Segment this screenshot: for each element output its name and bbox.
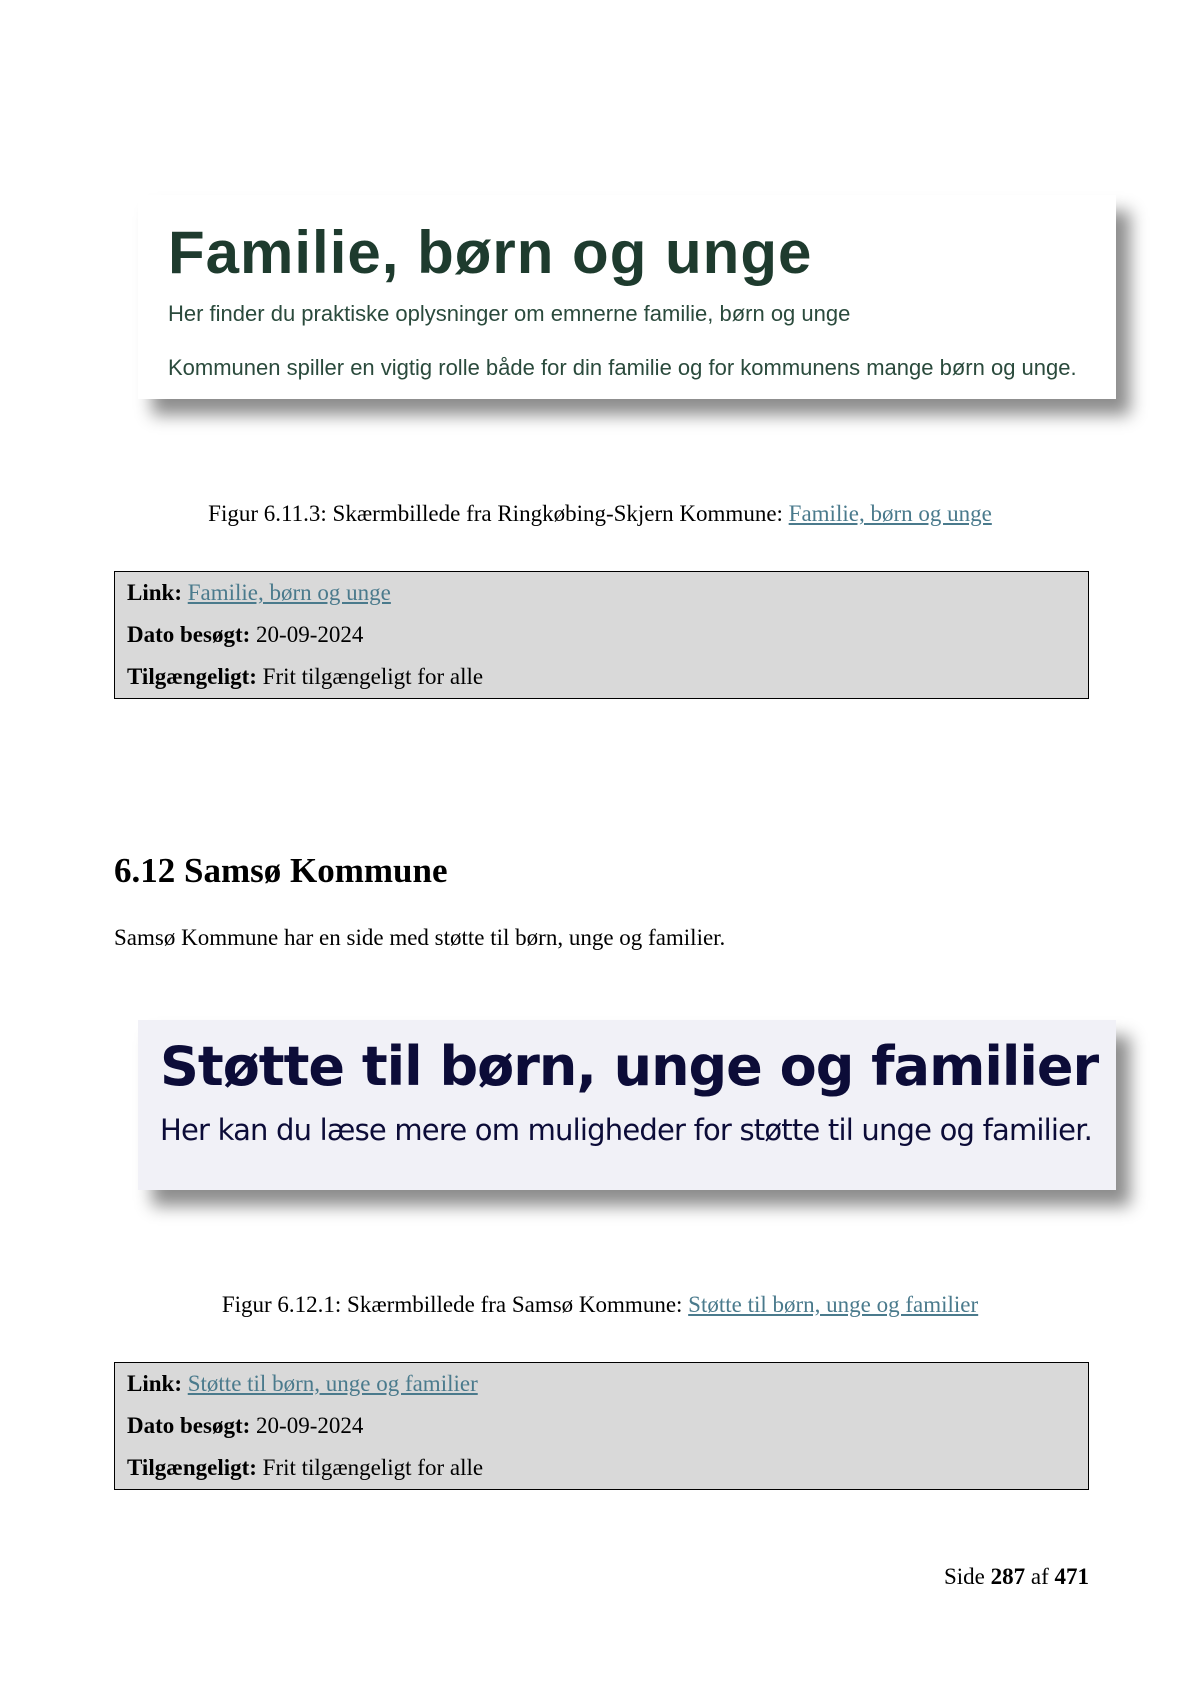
screenshot-subtitle: Her kan du læse mere om muligheder for støtte til unge og familier. [160, 1113, 1093, 1147]
info-link-row [127, 1367, 1088, 1409]
figure-caption-6-11-3 [0, 500, 1200, 528]
section-paragraph: Samsø Kommune har en side med støtte til børn, unge og familier. [114, 925, 726, 950]
total-pages: 471 [1054, 1564, 1089, 1589]
info-access-row [127, 1451, 1088, 1493]
page-number [944, 1563, 1089, 1591]
info-access-row [127, 660, 1088, 702]
info-box-ringkobing [114, 571, 1089, 699]
section-heading: 6.12 Samsø Kommune [114, 851, 448, 890]
date-value: 20-09-2024 [250, 1413, 364, 1438]
info-date-row [127, 1409, 1088, 1451]
info-box-samso [114, 1362, 1089, 1490]
figure-caption-6-12-1 [0, 1291, 1200, 1319]
access-value: Frit tilgængeligt for alle [256, 1455, 484, 1480]
caption-text: Figur 6.12.1: Skærmbillede fra Samsø Kommune: [221, 1292, 689, 1317]
samso-screenshot [138, 1020, 1116, 1190]
screenshot-title: Familie, børn og unge [168, 219, 813, 286]
caption-link[interactable]: Støtte til børn, unge og familier [688, 1292, 979, 1317]
link-label: Link: [127, 580, 182, 605]
current-page: 287 [990, 1564, 1026, 1589]
access-value: Frit tilgængeligt for alle [256, 664, 484, 689]
caption-link[interactable]: Familie, børn og unge [788, 501, 992, 526]
screenshot-subtitle: Her finder du praktiske oplysninger om emnerne familie, børn og unge [168, 301, 851, 326]
info-link[interactable]: Familie, børn og unge [187, 580, 391, 605]
caption-text: Figur 6.11.3: Skærmbillede fra Ringkøbing-Skjern Kommune: [208, 501, 789, 526]
page-prefix: Side [943, 1564, 991, 1589]
date-label: Dato besøgt: [127, 622, 251, 647]
date-label: Dato besøgt: [127, 1413, 251, 1438]
info-link[interactable]: Støtte til børn, unge og familier [187, 1371, 478, 1396]
access-label: Tilgængeligt: [127, 664, 257, 689]
access-label: Tilgængeligt: [127, 1455, 257, 1480]
info-link-row [127, 576, 1088, 618]
page-middle: af [1025, 1564, 1055, 1589]
info-date-row [127, 618, 1088, 660]
date-value: 20-09-2024 [250, 622, 364, 647]
screenshot-title: Støtte til børn, unge og familier [160, 1035, 1099, 1098]
ringkobing-skjern-screenshot [138, 195, 1116, 399]
link-label: Link: [127, 1371, 182, 1396]
screenshot-body: Kommunen spiller en vigtig rolle både for din familie og for kommunens mange børn og unge. [168, 355, 1077, 380]
